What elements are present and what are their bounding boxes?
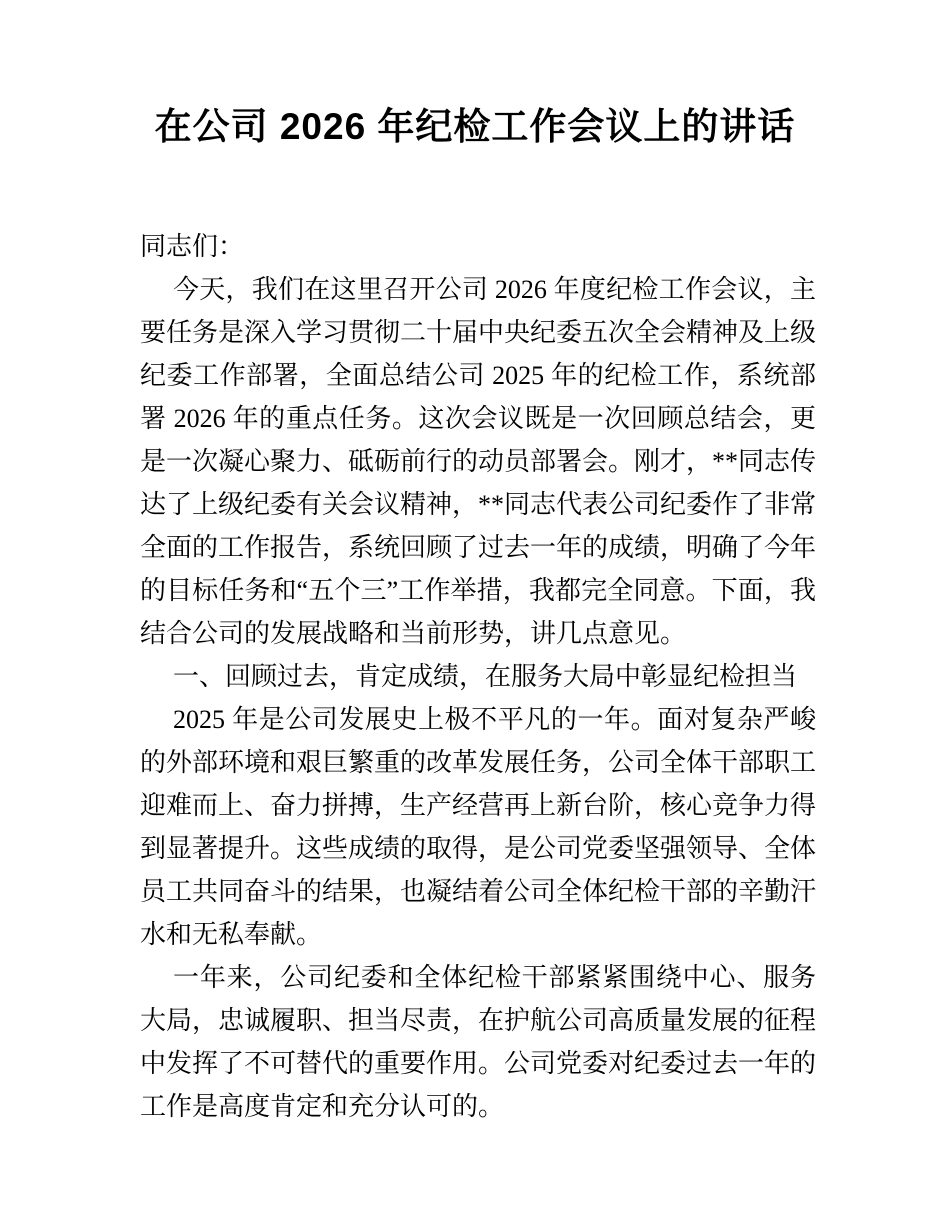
paragraph-commission-work: 一年来，公司纪委和全体纪检干部紧紧围绕中心、服务大局，忠诚履职、担当尽责，在护航公司高质量发展的征程中发挥了不可替代的重要作用。公司党委对纪委过去一年的工作是高度肯定和充分认可的。 bbox=[140, 963, 817, 1121]
paragraph-opening: 今天，我们在这里召开公司 2026 年度纪检工作会议，主要任务是深入学习贯彻二十届中央纪委五次全会精神及上级纪委工作部署，全面总结公司 2025 年的纪检工作，系统部署 2026 年的重点任务。这次会议既是一次回顾总结会，更是一次凝心聚力、砥砺前行的动员部署会。刚才，**同志传达了上级纪委有关会议精神，**同志代表公司纪委作了非常全面的工作报告，系统回顾了过去一年的成绩，明确了今年的目标任务和“五个三”工作举措，我都完全同意。下面，我结合公司的发展战略和当前形势，讲几点意见。 bbox=[140, 275, 817, 648]
salutation-line: 同志们： bbox=[140, 232, 245, 261]
document-body bbox=[140, 225, 816, 1128]
paragraph-review-2025: 2025 年是公司发展史上极不平凡的一年。面对复杂严峻的外部环境和艰巨繁重的改革发展任务，公司全体干部职工迎难而上、奋力拼搏，生产经营再上新台阶，核心竞争力得到显著提升。这些成绩的取得，是公司党委坚强领导、全体员工共同奋斗的结果，也凝结着公司全体纪检干部的辛勤汗水和无私奉献。 bbox=[140, 705, 817, 949]
section-heading-1: 一、回顾过去，肯定成绩，在服务大局中彰显纪检担当 bbox=[173, 662, 798, 691]
document-title: 在公司 2026 年纪检工作会议上的讲话 bbox=[154, 106, 796, 147]
